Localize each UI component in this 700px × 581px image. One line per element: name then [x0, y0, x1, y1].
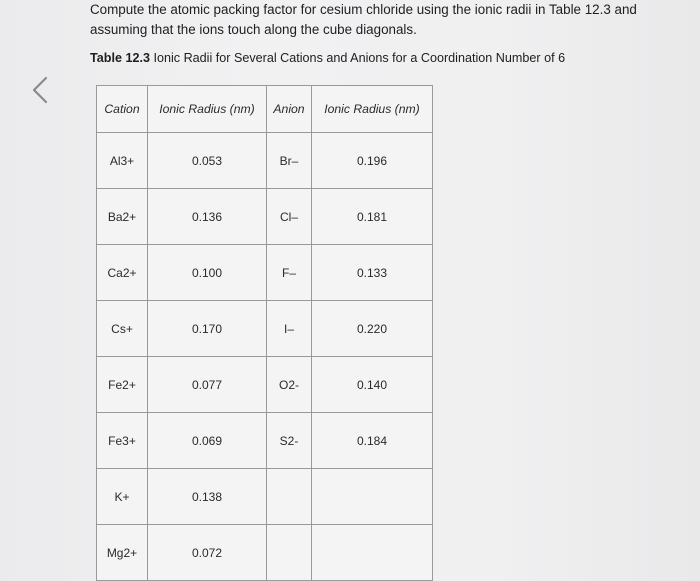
table-row	[97, 133, 433, 189]
anion-cell	[267, 525, 312, 581]
anion-radius-cell	[312, 469, 433, 525]
cation-cell: Fe3+	[97, 413, 148, 469]
table-row	[97, 413, 433, 469]
cation-radius-cell: 0.170	[148, 301, 267, 357]
anion-cell: F–	[267, 245, 312, 301]
cation-cell: Ba2+	[97, 189, 148, 245]
cation-radius-cell: 0.077	[148, 357, 267, 413]
table-label: Table 12.3	[90, 51, 150, 65]
cation-radius-cell: 0.069	[148, 413, 267, 469]
cation-radius-cell: 0.136	[148, 189, 267, 245]
anion-radius-cell: 0.133	[312, 245, 433, 301]
table-title: Ionic Radii for Several Cations and Anions for a Coordination Number of 6	[149, 51, 566, 65]
anion-cell: O2-	[267, 357, 312, 413]
table-row	[97, 245, 433, 301]
anion-radius-cell	[312, 525, 433, 581]
anion-cell: Cl–	[267, 189, 312, 245]
cation-cell: K+	[97, 469, 148, 525]
question-line-2: assuming that the ions touch along the cube diagonals.	[90, 22, 417, 37]
anion-radius-cell: 0.181	[312, 189, 433, 245]
question-line-1: Compute the atomic packing factor for cesium chloride using the ionic radii in Table 12.3 and	[90, 2, 637, 17]
header-anion-radius: Ionic Radius (nm)	[312, 86, 433, 133]
anion-radius-cell: 0.140	[312, 357, 433, 413]
cation-radius-cell: 0.053	[148, 133, 267, 189]
back-chevron-icon[interactable]	[28, 74, 54, 106]
header-cation: Cation	[97, 86, 148, 133]
anion-cell	[267, 469, 312, 525]
header-anion: Anion	[267, 86, 312, 133]
anion-radius-cell: 0.220	[312, 301, 433, 357]
header-cation-radius: Ionic Radius (nm)	[148, 86, 267, 133]
cation-cell: Al3+	[97, 133, 148, 189]
table-header-row	[97, 86, 433, 133]
cation-radius-cell: 0.072	[148, 525, 267, 581]
anion-radius-cell: 0.196	[312, 133, 433, 189]
cation-cell: Ca2+	[97, 245, 148, 301]
table-row	[97, 189, 433, 245]
cation-cell: Mg2+	[97, 525, 148, 581]
cation-cell: Cs+	[97, 301, 148, 357]
table-row	[97, 301, 433, 357]
table-caption	[90, 51, 565, 65]
table-row	[97, 357, 433, 413]
anion-cell: Br–	[267, 133, 312, 189]
cation-radius-cell: 0.138	[148, 469, 267, 525]
anion-cell: I–	[267, 301, 312, 357]
cation-radius-cell: 0.100	[148, 245, 267, 301]
table-row	[97, 525, 433, 581]
ionic-radii-table	[96, 85, 433, 581]
table-row	[97, 469, 433, 525]
anion-radius-cell: 0.184	[312, 413, 433, 469]
anion-cell: S2-	[267, 413, 312, 469]
question-text	[90, 0, 680, 40]
cation-cell: Fe2+	[97, 357, 148, 413]
